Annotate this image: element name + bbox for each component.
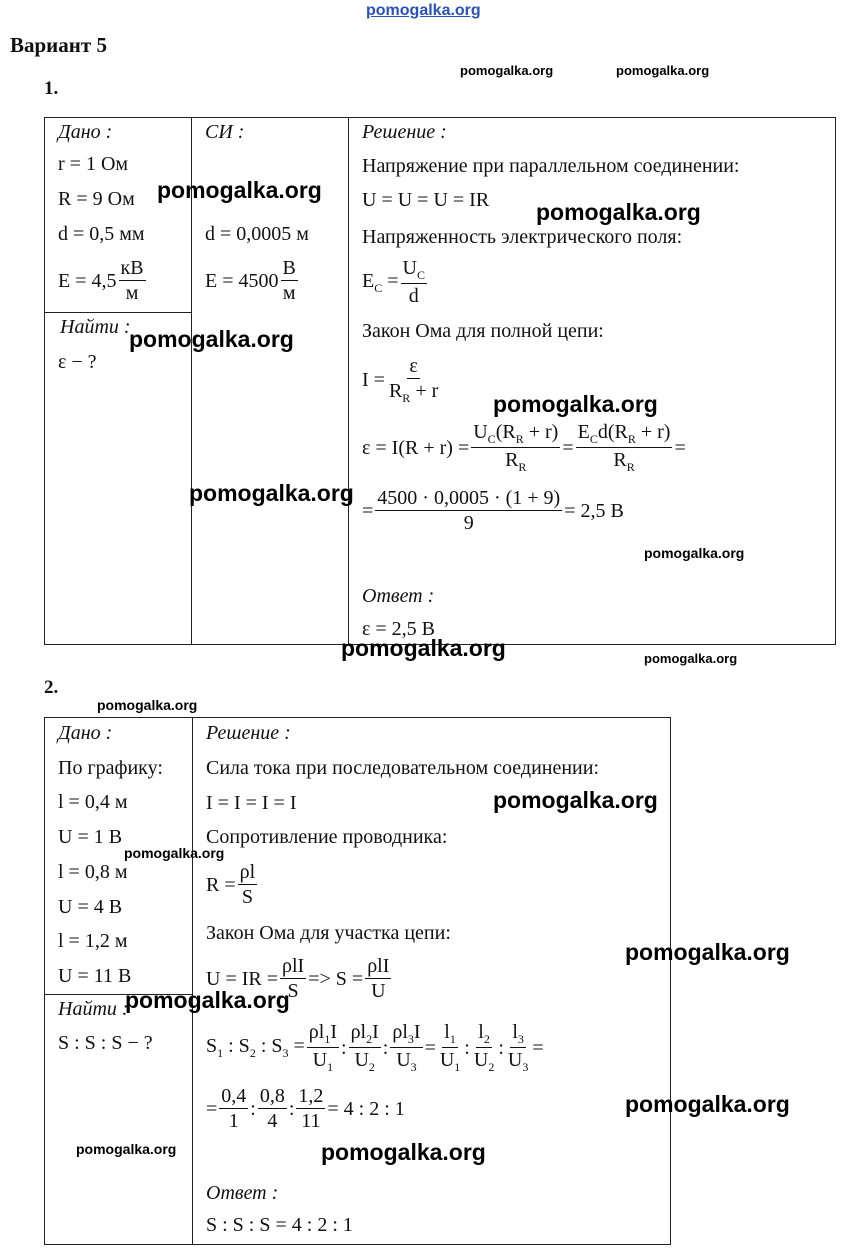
- find-header: Найти :: [58, 998, 129, 1020]
- watermark: pomogalka.org: [493, 391, 658, 417]
- given-d: d = 0,5 мм: [58, 223, 145, 245]
- watermark: pomogalka.org: [644, 545, 745, 561]
- find-value: S : S : S − ?: [58, 1032, 153, 1054]
- answer-value: S : S : S = 4 : 2 : 1: [206, 1214, 353, 1236]
- formula-resistance: R = $\frac{\rho l}{S}$: [206, 861, 256, 908]
- watermark: pomogalka.org: [76, 1141, 177, 1157]
- given-l3: l = 1,2 м: [58, 930, 128, 952]
- formula-ratio-result: = $\frac{0,4}{1}$ : $\frac{0,8}{4}$ : $\frac{1,2}{11}$ = 4 : 2 : 1: [206, 1085, 405, 1132]
- watermark: pomogalka.org: [189, 480, 354, 506]
- watermark: pomogalka.org: [536, 199, 701, 225]
- given-header: Дано :: [58, 722, 113, 744]
- given-U3: U = 11 В: [58, 965, 132, 987]
- formula-field: $E_C$ = $\frac{U_C}{d}$: [362, 257, 425, 307]
- watermark: pomogalka.org: [616, 63, 710, 78]
- given-U2: U = 4 В: [58, 896, 123, 918]
- graph-note: По графику:: [58, 757, 163, 779]
- solution-header: Решение :: [206, 722, 291, 744]
- watermark: pomogalka.org: [321, 1139, 486, 1165]
- watermark: pomogalka.org: [460, 63, 554, 78]
- formula-emf: ε = I(R + r) = $\frac{U_C(R_R + r)}{R_R}$ = $\frac{E_Cd(R_R + r)}{R_R}$ =: [362, 421, 686, 474]
- given-header: Дано :: [58, 121, 113, 143]
- solution-text-1: Сила тока при последовательном соединении:: [206, 757, 600, 779]
- formula-current: I = I = I = I: [206, 792, 297, 814]
- page-title: Вариант 5: [10, 33, 107, 57]
- watermark: pomogalka.org: [124, 845, 225, 861]
- si-d: d = 0,0005 м: [205, 223, 309, 245]
- watermark: pomogalka.org: [625, 1091, 790, 1117]
- top-watermark-link[interactable]: pomogalka.org: [366, 2, 481, 19]
- formula-ratio: $S_1$ : $S_2$ : $S_3$ = $\frac{\rho l_1I}{U_1}$ : $\frac{\rho l_2I}{U_2}$ : $\frac{\rho l_3I}{U_3}$ = $\frac{l_1}{U_1}$ : $\frac{l_2}{U_2}$ : $\frac{l_3}{U_3}$ =: [206, 1021, 544, 1074]
- formula-voltage: U = U = U = IR: [362, 189, 490, 211]
- si-header: СИ :: [205, 121, 245, 143]
- problem-1-number: 1.: [44, 78, 59, 99]
- watermark: pomogalka.org: [644, 651, 738, 666]
- given-l2: l = 0,8 м: [58, 861, 128, 883]
- find-value: ε − ?: [58, 351, 97, 373]
- given-R: R = 9 Ом: [58, 188, 135, 210]
- solution-text-2: Сопротивление проводника:: [206, 826, 448, 848]
- si-E: E = 4500 $\frac{В}{м}$: [205, 257, 296, 304]
- watermark: pomogalka.org: [97, 697, 198, 713]
- formula-result: = $\frac{4500 \cdot 0,0005 \cdot (1 + 9)}{9}$ = 2,5 В: [362, 487, 624, 534]
- formula-ohm: I = $\frac{\varepsilon}{R_R + r}$: [362, 355, 439, 405]
- watermark: pomogalka.org: [125, 987, 290, 1013]
- find-header: Найти :: [60, 316, 131, 338]
- solution-text-3: Закон Ома для полной цепи:: [362, 320, 604, 342]
- watermark: pomogalka.org: [493, 787, 658, 813]
- answer-value: ε = 2,5 В: [362, 618, 436, 640]
- given-E: E = 4,5 $\frac{кВ}{м}$: [58, 257, 144, 304]
- answer-header: Ответ :: [206, 1182, 279, 1204]
- solution-text-2: Напряженность электрического поля:: [362, 226, 683, 248]
- given-U1: U = 1 В: [58, 826, 123, 848]
- given-r: r = 1 Ом: [58, 153, 129, 175]
- watermark: pomogalka.org: [129, 326, 294, 352]
- problem-2-number: 2.: [44, 677, 59, 698]
- watermark: pomogalka.org: [625, 939, 790, 965]
- solution-text-3: Закон Ома для участка цепи:: [206, 922, 451, 944]
- solution-text-1: Напряжение при параллельном соединении:: [362, 155, 740, 177]
- watermark: pomogalka.org: [341, 635, 506, 661]
- formula-area: U = IR = $\frac{\text{ρlI}}{S}$ => S = $\frac{\text{ρlI}}{U}$: [206, 955, 390, 1002]
- answer-header: Ответ :: [362, 585, 435, 607]
- solution-header: Решение :: [362, 121, 447, 143]
- watermark: pomogalka.org: [157, 177, 322, 203]
- given-l1: l = 0,4 м: [58, 791, 128, 813]
